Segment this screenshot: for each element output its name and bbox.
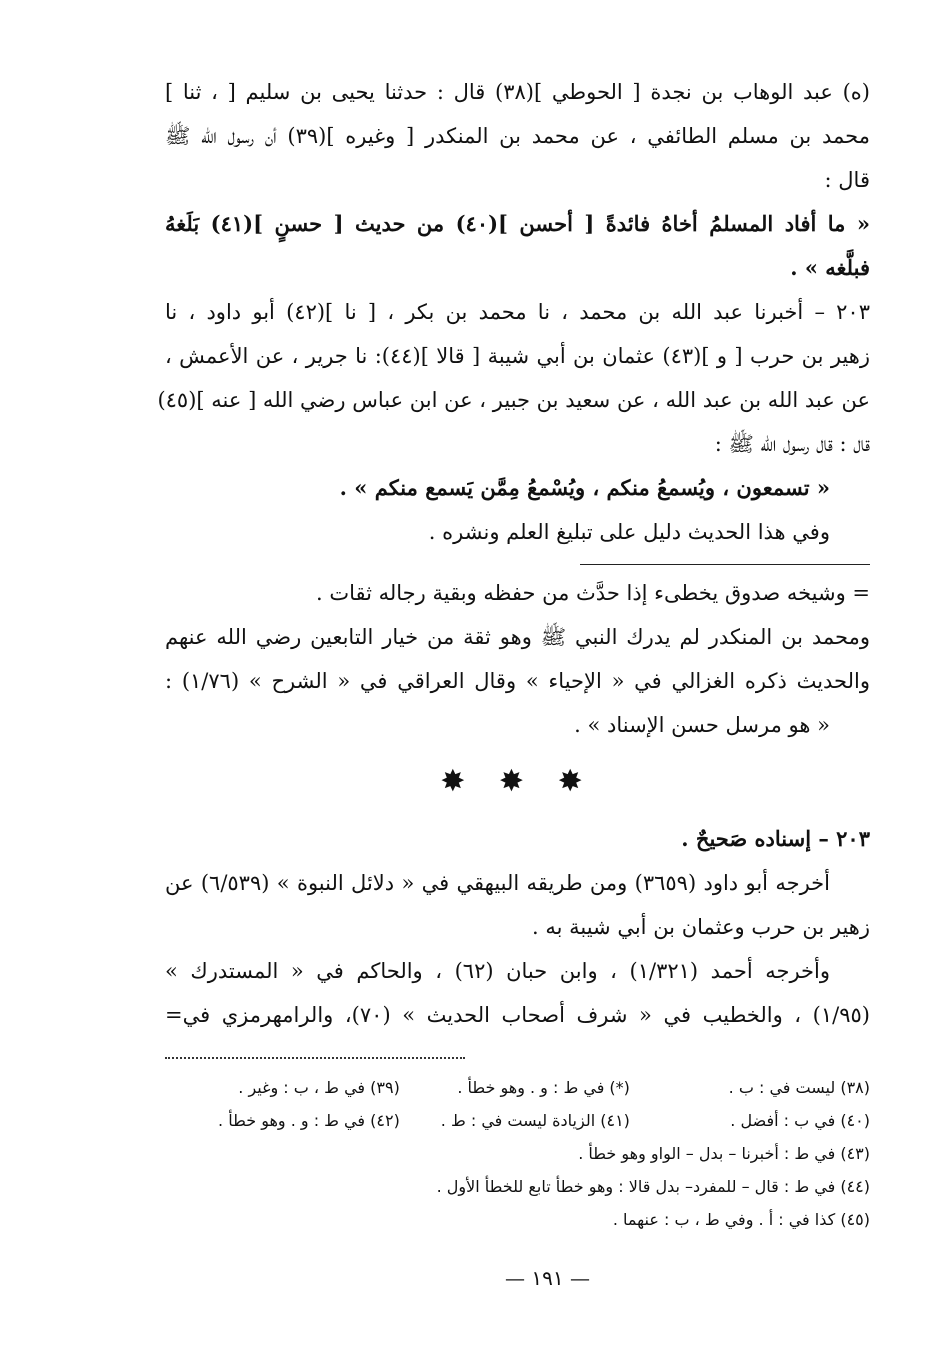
- hadith-text-line-3: « تسمعون ، ويُسمعُ منكم ، ويُسْمعُ مِمَّن يَسمع منكم » .: [339, 475, 830, 500]
- footnote-42: (٤٢) في ط : و . وهو خطأ .: [218, 1111, 400, 1130]
- note-line-4: « هو مرسل حسن الإسناد » .: [574, 713, 830, 737]
- takhrij-line-4: (١/٩٥) ، والخطيب في « شرف أصحاب الحديث » (٧٠)، والرامهرمزي في=: [165, 1003, 870, 1027]
- footnote-40: (٤٠) في ب : أفضل .: [730, 1111, 870, 1130]
- comment-line: وفي هذا الحديث دليل على تبليغ العلم ونشره .: [428, 520, 830, 544]
- isnad-line-3: عن عبد الله بن عبد الله ، عن سعيد بن جبير ، عن ابن عباس رضي الله [ عنه ](٤٥): [157, 388, 870, 412]
- separator-line: [580, 564, 870, 565]
- takhrij-line-2: زهير بن حرب وعثمان بن أبي شيبة به .: [532, 915, 870, 939]
- footnote-row-1: [165, 1071, 870, 1104]
- footnote-star: (*) في ط : و . وهو خطأ .: [457, 1078, 630, 1097]
- note-line-3: والحديث ذكره الغزالي في « الإحياء » وقال العراقي في « الشرح » (١/٧٦) :: [165, 669, 870, 693]
- text-line-2: محمد بن مسلم الطائفي ، عن محمد بن المنكدر [ وغيره ](٣٩) أن رسول الله ﷺ: [165, 124, 870, 148]
- section-divider-stars: ✸ ✸ ✸: [440, 764, 595, 799]
- footnote-43: (٤٣) في ط : أخبرنا – بدل – الواو وهو خطأ .: [578, 1144, 870, 1163]
- text-line-1: (ﻩ) عبد الوهاب بن نجدة [ الحوطي ](٣٨) قال : حدثنا يحيى بن سليم [ ، ثنا ]: [165, 80, 870, 104]
- text-line-3: قال :: [824, 168, 870, 192]
- hadith-text-line-1: « ما أفاد المسلمُ أخاهُ فائدةً [ أحسن ](٤٠) من حديث [ حسنٍ ](٤١) بَلَغهُ: [165, 211, 870, 236]
- footnote-38: (٣٨) ليست في : ب .: [728, 1078, 870, 1097]
- takhrij-heading: ٢٠٣ – إسناده صَحيحٌ .: [681, 826, 870, 851]
- footnote-dotted-separator: [165, 1057, 465, 1059]
- note-line-2: ومحمد بن المنكدر لم يدرك النبي ﷺ وهو ثقة من خيار التابعين رضي الله عنهم: [165, 625, 870, 649]
- isnad-line-2: زهير بن حرب [ و ](٤٣) عثمان بن أبي شيبة [ قالا ](٤٤): نا جرير ، عن الأعمش ،: [165, 344, 870, 368]
- footnote-45: (٤٥) كذا في : أ . وفي ط ، ب : عنهما .: [612, 1210, 870, 1229]
- footnote-39: (٣٩) في ط ، ب : وغير .: [238, 1078, 400, 1097]
- page-number: — ١٩١ —: [505, 1266, 590, 1290]
- takhrij-line-3: وأخرجه أحمد (١/٣٢١) ، وابن حبان (٦٢) ، والحاكم في « المستدرك »: [165, 959, 830, 983]
- footnote-44: (٤٤) في ط : قال – للمفرد– بدل قالا : وهو خطأ تابع للخطأ الأول .: [436, 1177, 870, 1196]
- isnad-line-4: قال : قال رسول الله ﷺ :: [714, 432, 870, 456]
- footnote-41: (٤١) الزيادة ليست في : ط .: [440, 1111, 630, 1130]
- isnad-line-1: ٢٠٣ – أخبرنا عبد الله بن محمد ، نا محمد بن بكر ، [ نا ](٤٢) أبو داود ، نا: [165, 300, 870, 324]
- book-page: [157, 70, 870, 1298]
- hadith-text-line-2: فبلَّغه » .: [790, 255, 870, 280]
- takhrij-line-1: أخرجه أبو داود (٣٦٥٩) ومن طريقه البيهقي في « دلائل النبوة » (٦/٥٣٩) عن: [165, 871, 830, 895]
- footnote-row-2: [165, 1104, 870, 1137]
- note-line-1: = وشيخه صدوق يخطىء إذا حدَّث من حفظه وبقية رجاله ثقات .: [315, 581, 870, 605]
